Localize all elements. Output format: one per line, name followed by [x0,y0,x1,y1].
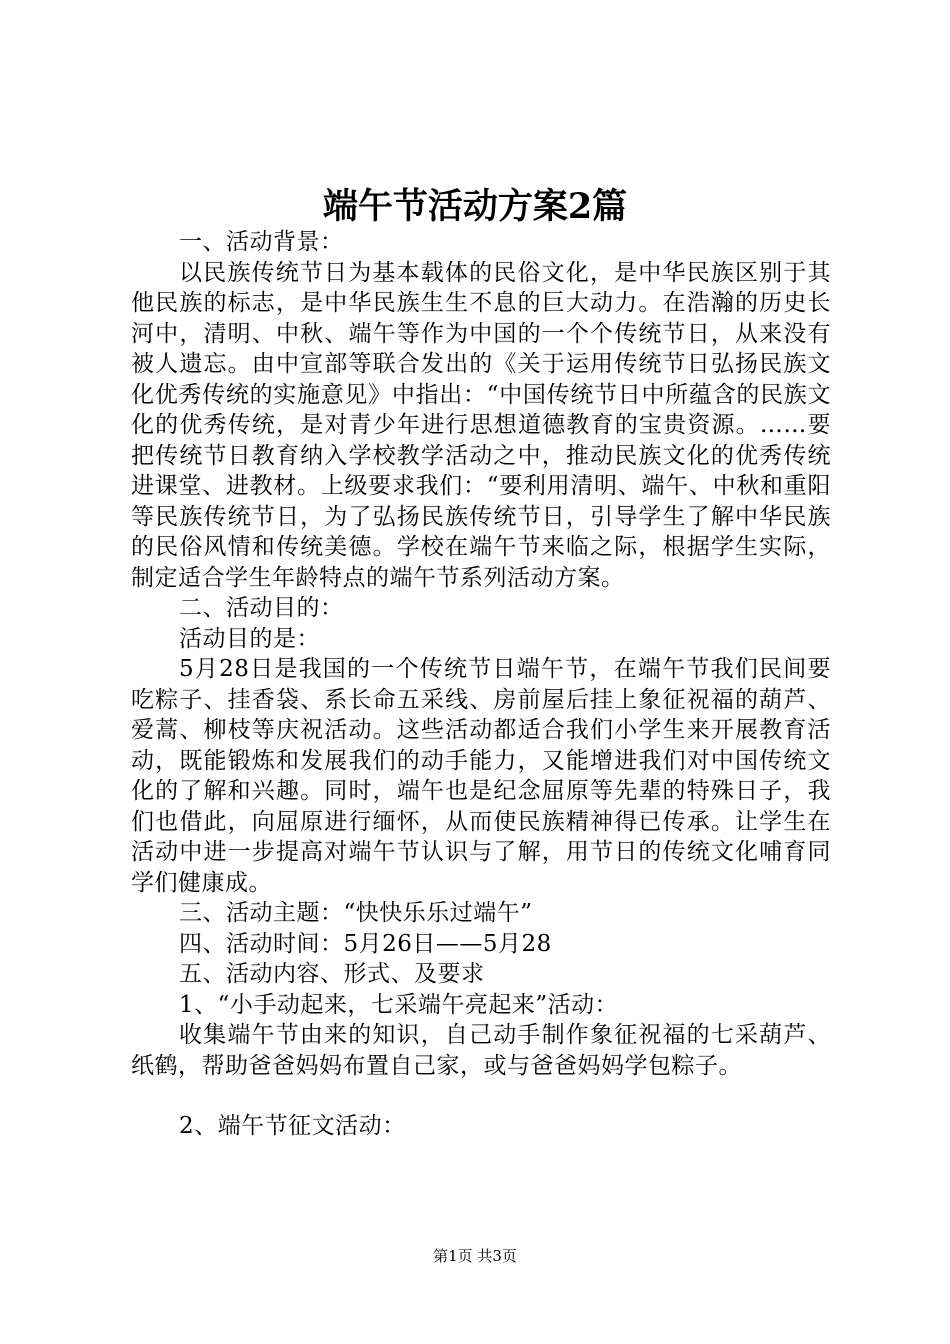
paragraph-purpose: 5月28日是我国的一个传统节日端午节，在端午节我们民间要吃粽子、挂香袋、系长命五采线、房前屋后挂上象征祝福的葫芦、爱蒿、柳枝等庆祝活动。这些活动都适合我们小学生来开展教育活动，既能锻炼和发展我们的动手能力，又能增进我们对中国传统文化的了解和兴趣。同时，端午也是纪念屈原等先辈的特殊日子，我们也借此，向屈原进行缅怀，从而使民族精神得已传承。让学生在活动中进一步提高对端午节认识与了解，用节日的传统文化哺育同学们健康成。 [131,656,831,896]
activity-item-2-heading: 2、端午节征文活动： [179,1113,406,1139]
paragraph-background: 以民族传统节日为基本载体的民俗文化，是中华民族区别于其他民族的标志，是中华民族生生不息的巨大动力。在浩瀚的历史长河中，清明、中秋、端午等作为中国的一个个传统节日，从来没有被人遗忘。由中宣部等联合发出的《关于运用传统节日弘扬民族文化优秀传统的实施意见》中指出：“中国传统节日中所蕴含的民族文化的优秀传统，是对青少年进行思想道德教育的宝贵资源。……要把传统节日教育纳入学校教学活动之中，推动民族文化的优秀传统进课堂、进教材。上级要求我们：“要利用清明、端午、中秋和重阳等民族传统节日，为了弘扬民族传统节日，引导学生了解中华民族的民俗风情和传统美德。学校在端午节来临之际，根据学生实际，制定适合学生年龄特点的端午节系列活动方案。 [131,259,831,591]
section-heading-background: 一、活动背景： [179,229,344,255]
page-footer: 第1页 共3页 [433,1247,517,1265]
section-heading-theme: 三、活动主题：“快快乐乐过端午” [179,900,533,926]
activity-item-1-heading: 1、“小手动起来，七采端午亮起来”活动： [179,991,619,1018]
activity-item-1-text: 收集端午节由来的知识，自己动手制作象征祝福的七采葫芦、纸鹤，帮助爸爸妈妈布置自己家，或与爸爸妈妈学包粽子。 [131,1022,831,1079]
section-heading-content: 五、活动内容、形式、及要求 [179,961,485,987]
document-body [131,227,831,1142]
paragraph-purpose-intro: 活动目的是： [179,625,320,652]
section-heading-time: 四、活动时间：5月26日——5月28 [179,930,552,957]
section-heading-purpose: 二、活动目的： [179,595,344,621]
document-title: 端午节活动方案2篇 [322,186,628,227]
